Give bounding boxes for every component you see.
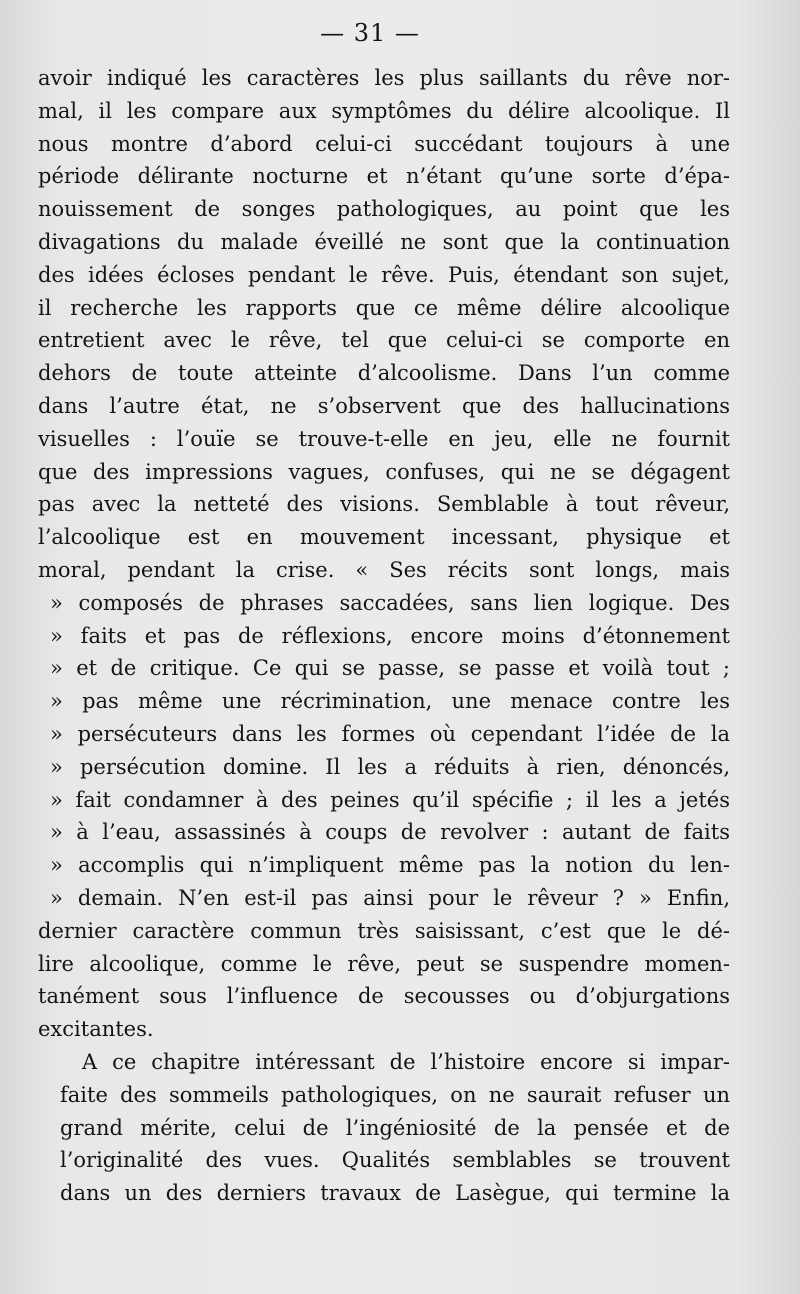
quoted-line: » pas même une récrimination, une menace contre les (50, 689, 730, 714)
quoted-line: » à l’eau, assassinés à coups de revolver : autant de faits (50, 820, 730, 845)
text-line: moral, pendant la crise. « Ses récits sont longs, mais (38, 557, 730, 582)
text-line: dehors de toute atteinte d’alcoolisme. Dans l’un comme (38, 361, 730, 386)
quoted-line: » persécuteurs dans les formes où cependant l’idée de la (50, 721, 730, 746)
text-line: divagations du malade éveillé ne sont que la continuation (38, 229, 730, 254)
text-line: nouissement de songes pathologiques, au point que les (38, 197, 730, 222)
text-line: tanément sous l’influence de secousses ou d’objurgations (38, 984, 730, 1009)
quoted-line: » composés de phrases saccadées, sans lien logique. Des (50, 590, 730, 615)
quoted-line: » persécution domine. Il les a réduits à rien, dénoncés, (50, 754, 730, 779)
quoted-line: » fait condamner à des peines qu’il spécifie ; il les a jetés (50, 787, 730, 812)
text-line: grand mérite, celui de l’ingéniosité de la pensée et de (60, 1115, 730, 1140)
quoted-line: » accomplis qui n’impliquent même pas la notion du len- (50, 853, 730, 878)
text-line: faite des sommeils pathologiques, on ne saurait refuser un (60, 1082, 730, 1107)
quoted-line: » et de critique. Ce qui se passe, se passe et voilà tout ; (50, 656, 730, 681)
paragraph-end-line: excitantes. (38, 1017, 154, 1042)
text-line: que des impressions vagues, confuses, qui ne se dégagent (38, 459, 730, 484)
text-line: entretient avec le rêve, tel que celui-ci se comporte en (38, 328, 730, 353)
text-line: dernier caractère commun très saisissant, c’est que le dé- (38, 918, 730, 943)
text-line: pas avec la netteté des visions. Semblable à tout rêveur, (38, 492, 730, 517)
text-line: période délirante nocturne et n’étant qu’une sorte d’épa- (38, 164, 730, 189)
text-line: dans un des derniers travaux de Lasègue, qui termine la (60, 1181, 730, 1206)
text-line: avoir indiqué les caractères les plus saillants du rêve nor- (38, 66, 730, 90)
page-number: — 31 — (320, 19, 420, 47)
text-line: mal, il les compare aux symptômes du délire alcoolique. Il (38, 98, 730, 123)
text-line: lire alcoolique, comme le rêve, peut se suspendre momen- (38, 951, 730, 976)
text-line: l’originalité des vues. Qualités semblables se trouvent (60, 1148, 730, 1173)
paragraph-start-line: A ce chapitre intéressant de l’histoire encore si impar- (82, 1049, 730, 1074)
text-line: dans l’autre état, ne s’observent que des hallucinations (38, 393, 730, 418)
text-line: il recherche les rapports que ce même délire alcoolique (38, 295, 730, 320)
text-line: visuelles : l’ouïe se trouve-t-elle en jeu, elle ne fournit (38, 426, 730, 451)
text-line: nous montre d’abord celui-ci succédant toujours à une (38, 131, 730, 156)
body-text (38, 62, 730, 1210)
text-line: des idées écloses pendant le rêve. Puis, étendant son sujet, (38, 262, 730, 287)
quoted-line: » demain. N’en est-il pas ainsi pour le rêveur ? » Enfin, (50, 885, 730, 910)
text-line: l’alcoolique est en mouvement incessant, physique et (38, 525, 730, 550)
quoted-line: » faits et pas de réflexions, encore moins d’étonnement (50, 623, 730, 648)
